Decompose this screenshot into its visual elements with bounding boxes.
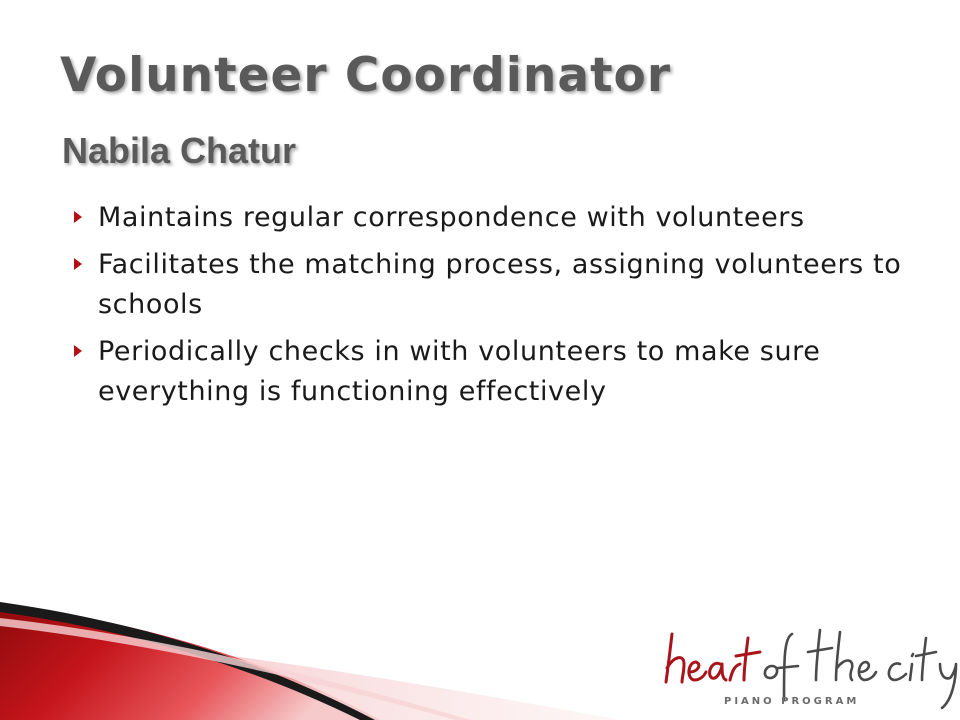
slide-title: Volunteer Coordinator (60, 48, 672, 103)
decorative-swoosh (0, 590, 620, 720)
bullet-text: Periodically checks in with volunteers to make sure everything is functioning effectively (98, 336, 821, 407)
bullet-arrow-icon (74, 211, 82, 223)
bullet-item (74, 198, 914, 238)
bullet-item (74, 245, 914, 325)
logo-tagline: PIANO PROGRAM (724, 696, 860, 707)
bullet-text: Maintains regular correspondence with volunteers (98, 202, 805, 233)
bullet-arrow-icon (74, 258, 82, 270)
bullet-list (74, 198, 914, 419)
bullet-item (74, 332, 914, 412)
bullet-text: Facilitates the matching process, assigning volunteers to schools (98, 249, 902, 320)
bullet-arrow-icon (74, 345, 82, 357)
slide-subtitle: Nabila Chatur (62, 130, 297, 171)
